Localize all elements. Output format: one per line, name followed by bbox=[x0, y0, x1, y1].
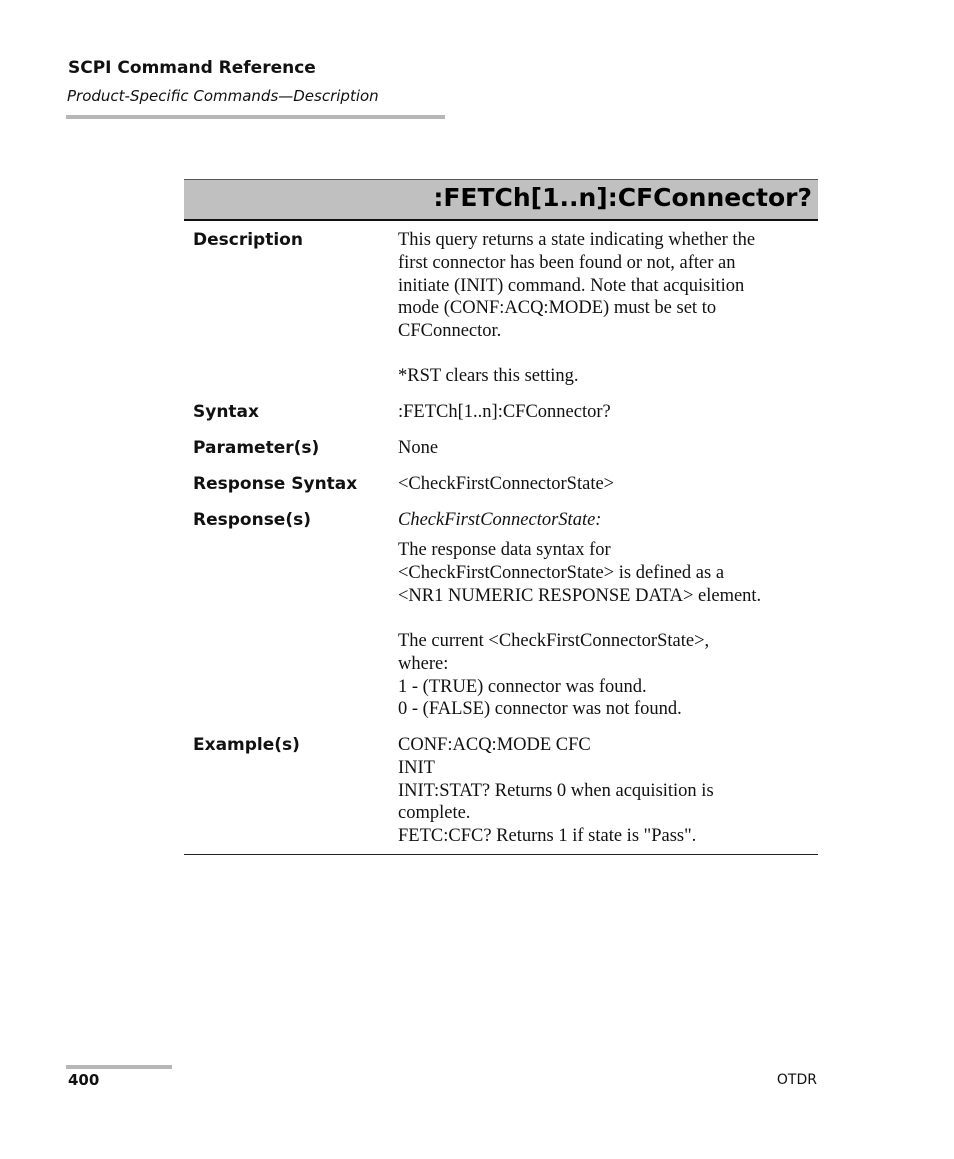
examples-text bbox=[398, 734, 818, 848]
description-line: initiate (INIT) command. Note that acquisition bbox=[398, 275, 745, 296]
command-title: :FETCh[1..n]:CFConnector? bbox=[433, 183, 812, 212]
responses-line: <NR1 NUMERIC RESPONSE DATA> element. bbox=[398, 585, 762, 606]
description-line: This query returns a state indicating whether the bbox=[398, 230, 756, 250]
command-banner bbox=[184, 179, 818, 221]
description-note: *RST clears this setting. bbox=[398, 366, 579, 386]
description-line: mode (CONF:ACQ:MODE) must be set to bbox=[398, 298, 717, 319]
response-syntax-value: <CheckFirstConnectorState> bbox=[398, 474, 615, 494]
syntax-label: Syntax bbox=[193, 402, 259, 422]
responses-text bbox=[398, 539, 818, 607]
parameters-label: Parameter(s) bbox=[193, 438, 320, 458]
header-title: SCPI Command Reference bbox=[68, 58, 316, 78]
examples-label: Example(s) bbox=[193, 735, 300, 755]
description-line: CFConnector. bbox=[398, 321, 502, 342]
responses-line: <CheckFirstConnectorState> is defined as a bbox=[398, 562, 725, 583]
syntax-value: :FETCh[1..n]:CFConnector? bbox=[398, 402, 611, 422]
responses-line: The response data syntax for bbox=[398, 540, 611, 560]
responses-line: The current <CheckFirstConnectorState>, bbox=[398, 631, 710, 651]
example-line: INIT:STAT? Returns 0 when acquisition is bbox=[398, 780, 714, 801]
response-syntax-label: Response Syntax bbox=[193, 474, 358, 494]
responses-text-2 bbox=[398, 630, 818, 721]
responses-line: 1 - (TRUE) connector was found. bbox=[398, 676, 647, 697]
header-subtitle: Product-Specific Commands—Description bbox=[67, 87, 379, 105]
header-rule bbox=[66, 115, 445, 119]
example-line: CONF:ACQ:MODE CFC bbox=[398, 735, 591, 755]
example-line: INIT bbox=[398, 757, 435, 778]
description-label: Description bbox=[193, 230, 303, 250]
responses-name: CheckFirstConnectorState: bbox=[398, 510, 602, 530]
product-name: OTDR bbox=[776, 1072, 817, 1088]
example-line: FETC:CFC? Returns 1 if state is "Pass". bbox=[398, 826, 697, 847]
page-number: 400 bbox=[68, 1071, 100, 1089]
responses-line: 0 - (FALSE) connector was not found. bbox=[398, 699, 682, 720]
footer-rule bbox=[66, 1065, 172, 1069]
responses-line: where: bbox=[398, 653, 449, 674]
parameters-value: None bbox=[398, 438, 439, 458]
responses-label: Response(s) bbox=[193, 510, 311, 530]
description-text bbox=[398, 229, 818, 343]
example-line: complete. bbox=[398, 803, 471, 824]
table-bottom-rule bbox=[184, 854, 818, 855]
description-line: first connector has been found or not, after an bbox=[398, 252, 736, 273]
